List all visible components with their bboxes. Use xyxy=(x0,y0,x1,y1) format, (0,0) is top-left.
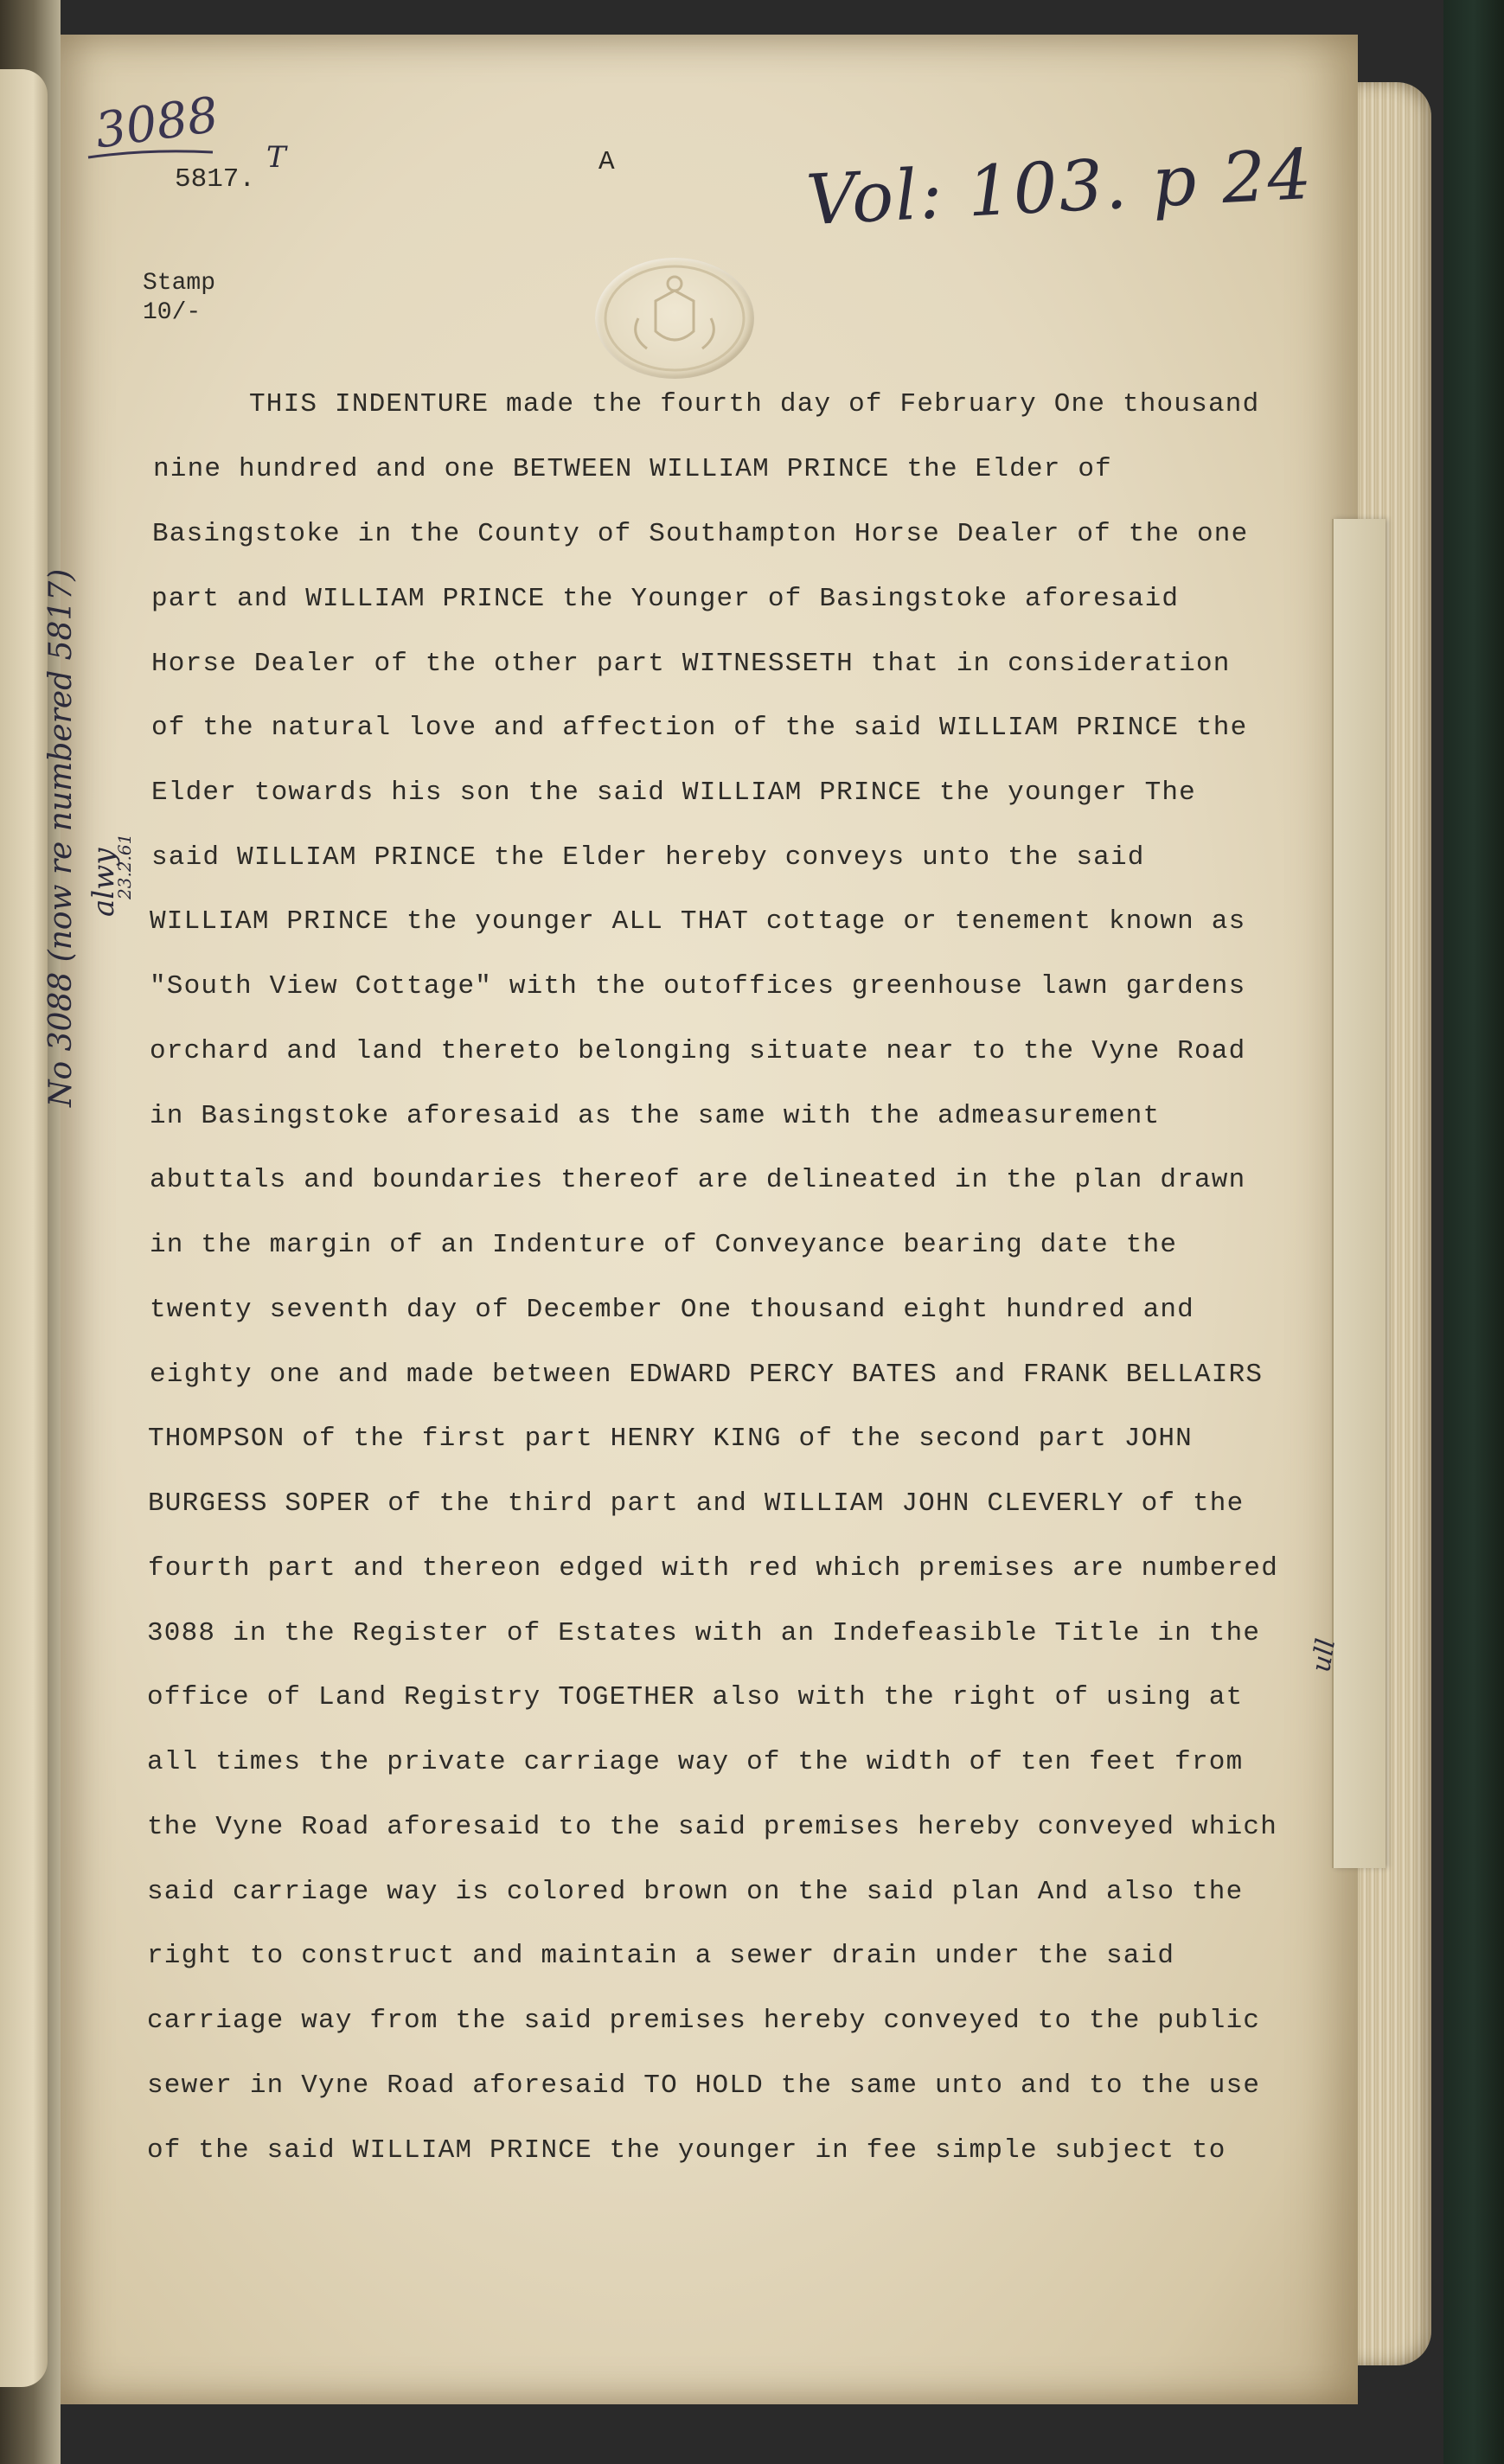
book-cover-right xyxy=(1443,0,1504,2464)
body-line: in the margin of an Indenture of Conveyance bearing date the xyxy=(150,1230,1178,1260)
body-line: all times the private carriage way of the width of ten feet from xyxy=(147,1747,1244,1777)
body-line: sewer in Vyne Road aforesaid TO HOLD the same unto and to the use xyxy=(147,2070,1261,2101)
body-line: office of Land Registry TOGETHER also with the right of using at xyxy=(147,1682,1244,1712)
folded-paper-slip xyxy=(1332,519,1386,1868)
embossed-stamp-seal xyxy=(595,258,754,379)
body-line: Basingstoke in the County of Southampton Horse Dealer of the one xyxy=(152,519,1249,549)
body-line: abuttals and boundaries thereof are delineated in the plan drawn xyxy=(150,1165,1246,1195)
body-line: THOMPSON of the first part HENRY KING of the second part JOHN xyxy=(148,1424,1193,1454)
right-edge-note: ull xyxy=(1306,1636,1342,1675)
body-line: of the natural love and affection of the said WILLIAM PRINCE the xyxy=(151,713,1248,743)
body-line: BURGESS SOPER of the third part and WILLIAM JOHN CLEVERLY of the xyxy=(148,1488,1245,1519)
margin-note: No 3088 (now re numbered 5817) xyxy=(43,568,79,1107)
body-line: right to construct and maintain a sewer drain under the said xyxy=(147,1941,1175,1971)
margin-date: 23.2.61 xyxy=(114,833,135,899)
body-line: part and WILLIAM PRINCE the Younger of Basingstoke aforesaid xyxy=(151,584,1180,614)
body-line: twenty seventh day of December One thousand eight hundred and xyxy=(150,1295,1194,1325)
body-line: Horse Dealer of the other part WITNESSETH that in consideration xyxy=(151,649,1231,679)
stamp-label: Stamp xyxy=(143,270,216,297)
section-letter: A xyxy=(598,147,615,177)
body-line: said WILLIAM PRINCE the Elder hereby conveys unto the said xyxy=(151,842,1145,873)
body-line: 3088 in the Register of Estates with an Indefeasible Title in the xyxy=(147,1618,1261,1648)
stamp-duty: 10/- xyxy=(143,299,202,326)
crest-icon xyxy=(595,258,754,379)
body-line: the Vyne Road aforesaid to the said premises hereby conveyed which xyxy=(147,1812,1277,1842)
typed-reference-number: 5817. xyxy=(175,164,256,195)
handwritten-deed-number: 3088 xyxy=(92,86,222,160)
body-line: nine hundred and one BETWEEN WILLIAM PRINCE the Elder of xyxy=(153,454,1112,484)
volume-reference: Vol: 103. p 24 xyxy=(803,133,1315,241)
deed-body xyxy=(147,389,1358,2249)
reference-mark: T xyxy=(266,140,286,175)
body-line: carriage way from the said premises hereby conveyed to the public xyxy=(147,2006,1261,2036)
body-line: Elder towards his son the said WILLIAM PRINCE the younger The xyxy=(151,778,1196,808)
body-line: said carriage way is colored brown on the said plan And also the xyxy=(147,1877,1244,1907)
body-line: THIS INDENTURE made the fourth day of February One thousand xyxy=(249,389,1260,419)
underline-stroke xyxy=(86,145,216,163)
document-page xyxy=(43,35,1358,2404)
body-line: fourth part and thereon edged with red which premises are numbered xyxy=(148,1553,1278,1584)
facing-page-edge xyxy=(0,69,48,2387)
body-line: of the said WILLIAM PRINCE the younger in fee simple subject to xyxy=(147,2135,1226,2166)
body-line: WILLIAM PRINCE the younger ALL THAT cottage or tenement known as xyxy=(150,906,1246,937)
margin-initials: alwy xyxy=(86,848,121,917)
body-line: in Basingstoke aforesaid as the same with the admeasurement xyxy=(150,1101,1161,1131)
body-line: "South View Cottage" with the outoffices greenhouse lawn gardens xyxy=(150,971,1246,1002)
body-line: eighty one and made between EDWARD PERCY BATES and FRANK BELLAIRS xyxy=(150,1360,1264,1390)
body-line: orchard and land thereto belonging situate near to the Vyne Road xyxy=(150,1036,1246,1066)
